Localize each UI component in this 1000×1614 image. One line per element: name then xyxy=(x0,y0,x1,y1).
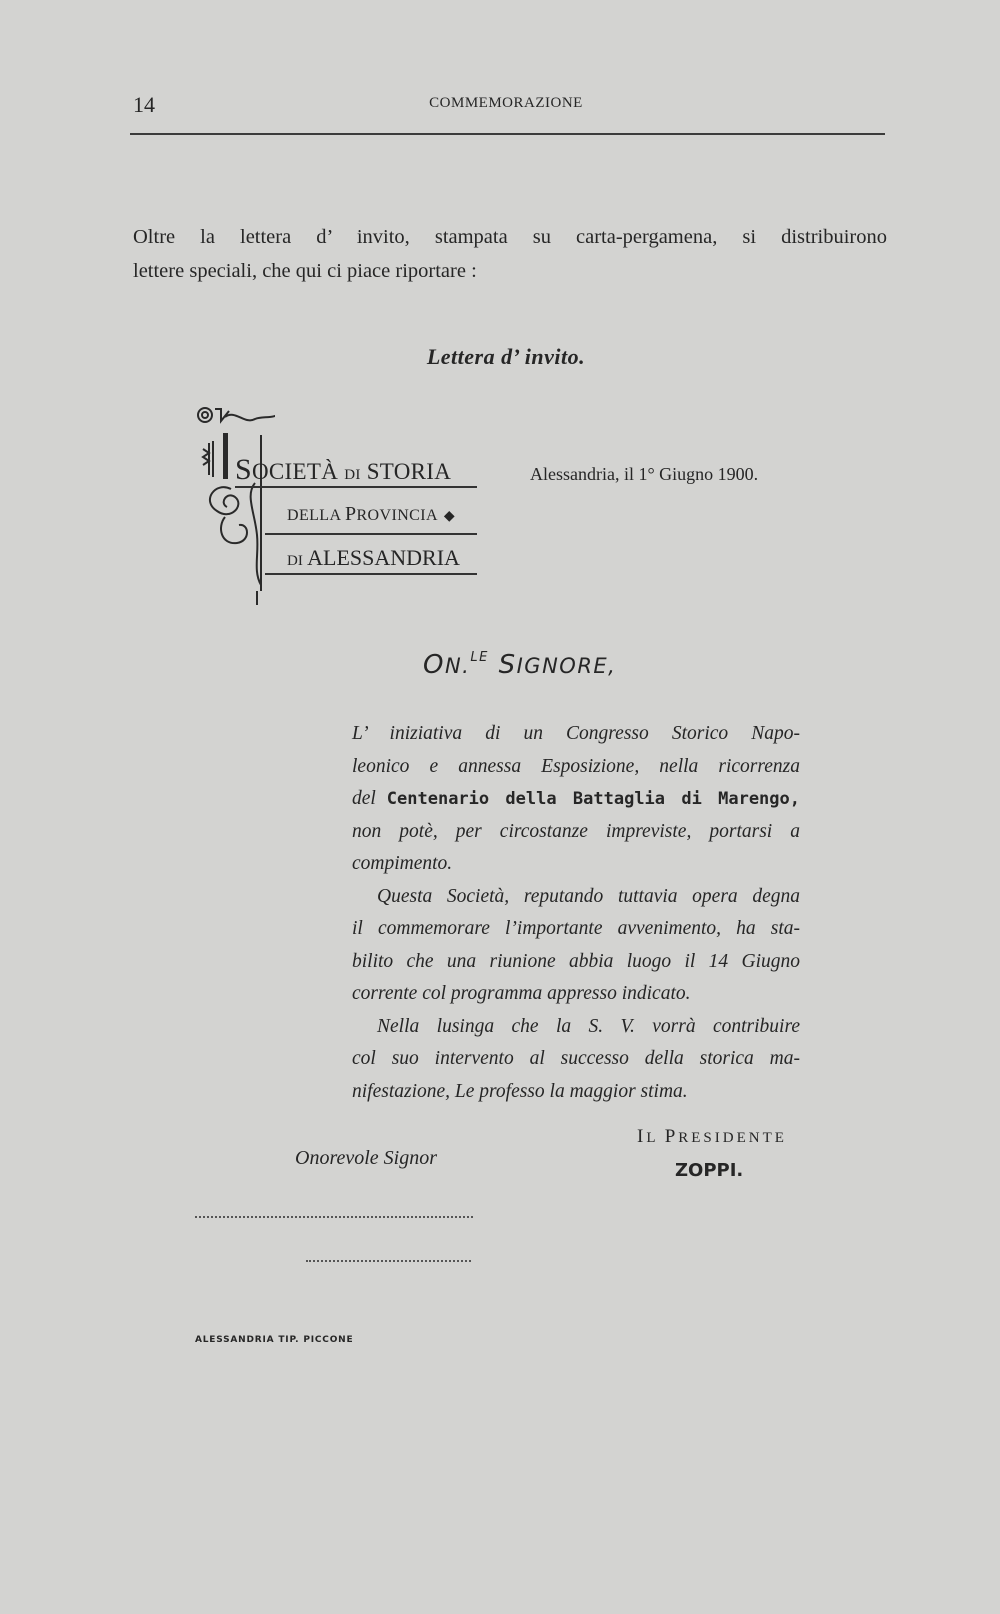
president-title-part-1: L xyxy=(646,1130,658,1146)
intro-paragraph xyxy=(133,220,887,288)
running-title: COMMEMORAZIONE xyxy=(429,95,583,111)
letterhead-di: DI xyxy=(344,467,361,483)
intro-line-1: Oltre la lettera d’ invito, stampata su carta-pergamena, si distribuirono xyxy=(133,226,887,248)
salutation-signore-cap: S xyxy=(498,650,517,680)
letterhead-rule-2 xyxy=(265,533,477,535)
letterhead-ornament-icon xyxy=(195,405,275,620)
letterhead-di-2: DI xyxy=(287,553,303,569)
body-line: Questa Società, reputando tuttavia opera degna xyxy=(377,885,800,907)
body-line-part: del xyxy=(352,788,376,809)
body-line: compimento. xyxy=(352,853,453,874)
salutation-on: N. xyxy=(444,654,471,678)
intro-line-2: lettere speciali, che qui ci piace riportare : xyxy=(133,260,477,282)
letterhead-provincia-cap: P xyxy=(344,503,357,525)
body-line: bilito che una riunione abbia luogo il 14 Giugno xyxy=(352,950,800,972)
letterhead-della: DELLA xyxy=(287,507,341,524)
salutation-on-cap: O xyxy=(423,650,445,680)
letterhead-rule-3 xyxy=(265,573,477,575)
body-line: il commemorare l’importante avvenimento, ha sta- xyxy=(352,918,800,939)
president-name: ZOPPI. xyxy=(675,1160,744,1181)
salutation-signore: IGNORE, xyxy=(516,654,617,678)
letterhead-line-3 xyxy=(287,545,460,571)
diamond-icon: ◆ xyxy=(443,509,456,524)
body-line: col suo intervento al successo della storica ma- xyxy=(352,1048,800,1069)
body-line: leonico e annessa Esposizione, nella ricorrenza xyxy=(352,755,800,777)
president-title-cap-2: P xyxy=(664,1126,679,1147)
society-letterhead xyxy=(195,405,495,620)
president-title-part-2: RESIDENTE xyxy=(678,1130,787,1146)
page-number: 14 xyxy=(133,92,155,117)
body-line xyxy=(352,783,800,816)
header-rule xyxy=(130,133,885,135)
letter-heading: Lettera d’ invito. xyxy=(426,344,586,369)
letterhead-provincia: ROVINCIA xyxy=(356,507,438,524)
body-line: non potè, per circostanze impreviste, portarsi a xyxy=(352,820,800,842)
letterhead-line-2 xyxy=(287,503,455,526)
body-line: Nella lusinga che la S. V. vorrà contribuire xyxy=(377,1015,800,1037)
address-dotted-line-1 xyxy=(195,1216,473,1218)
letterhead-societa: OCIETÀ xyxy=(252,459,339,484)
letter-body xyxy=(352,718,800,1108)
body-line: corrente col programma appresso indicato. xyxy=(352,983,691,1004)
president-title-cap-1: I xyxy=(637,1126,647,1147)
letterhead-alessandria: ALESSANDRIA xyxy=(307,545,460,570)
letterhead-initial: S xyxy=(235,453,252,486)
printer-imprint: ALESSANDRIA TIP. PICCONE xyxy=(195,1335,354,1345)
salutation xyxy=(423,650,616,680)
president-title xyxy=(637,1126,787,1148)
salutation-sup: LE xyxy=(470,650,489,665)
letterhead-rule-1 xyxy=(235,486,477,488)
letterhead-line-1 xyxy=(235,453,451,487)
letterhead-storia: STORIA xyxy=(366,459,452,484)
address-dotted-line-2 xyxy=(306,1260,471,1262)
centenario-bold-text: Centenario della Battaglia di Marengo, xyxy=(386,789,800,809)
addressee-label: Onorevole Signor xyxy=(295,1147,438,1169)
body-line: nifestazione, Le professo la maggior stima. xyxy=(352,1080,688,1102)
date-line: Alessandria, il 1° Giugno 1900. xyxy=(530,464,759,484)
body-line: L’ iniziativa di un Congresso Storico Napo- xyxy=(352,723,800,744)
